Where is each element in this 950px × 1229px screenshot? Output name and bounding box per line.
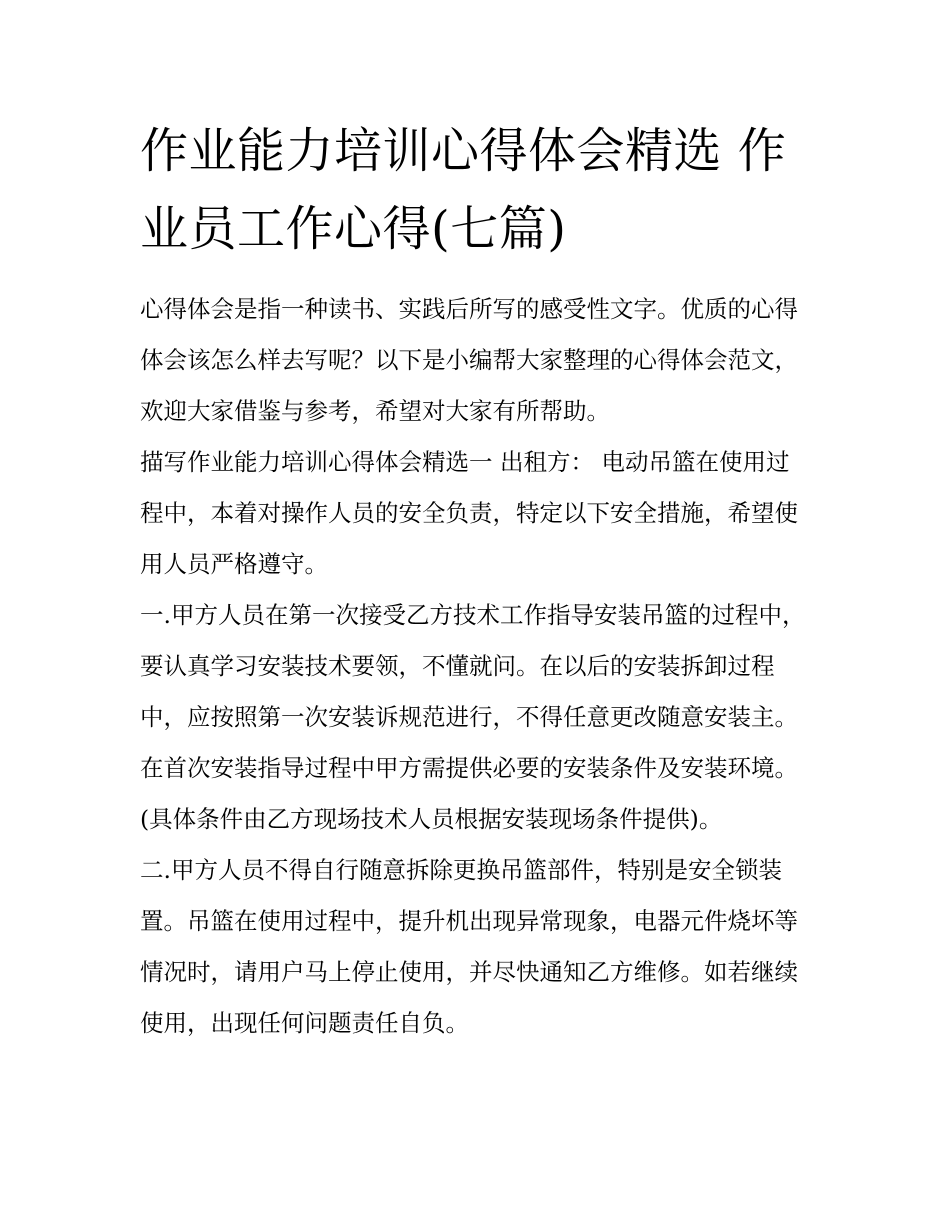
- document-page: [140, 112, 812, 1049]
- paragraph-section-one-intro: 描写作业能力培训心得体会精选一 出租方： 电动吊篮在使用过程中，本着对操作人员的安全负责，特定以下安全措施，希望使用人员严格遵守。: [140, 448, 798, 578]
- paragraph-item-two: 二.甲方人员不得自行随意拆除更换吊篮部件，特别是安全锁装置。吊篮在使用过程中，提升机出现异常现象，电器元件烧坏等情况时，请用户马上停止使用，并尽快通知乙方维修。如若继续使用，出现任何问题责任自负。: [140, 856, 798, 1037]
- paragraph-intro: 心得体会是指一种读书、实践后所写的感受性文字。优质的心得体会该怎么样去写呢？以下是小编帮大家整理的心得体会范文，欢迎大家借鉴与参考，希望对大家有所帮助。: [140, 295, 798, 425]
- paragraph-item-one: 一.甲方人员在第一次接受乙方技术工作指导安装吊篮的过程中，要认真学习安装技术要领，不懂就问。在以后的安装拆卸过程中，应按照第一次安装诉规范进行，不得任意更改随意安装主。在首次安装指导过程中甲方需提供必要的安装条件及安装环境。(具体条件由乙方现场技术人员根据安装现场条件提供)。: [140, 601, 806, 833]
- document-title: 作业能力培训心得体会精选 作业员工作心得(七篇): [140, 123, 787, 257]
